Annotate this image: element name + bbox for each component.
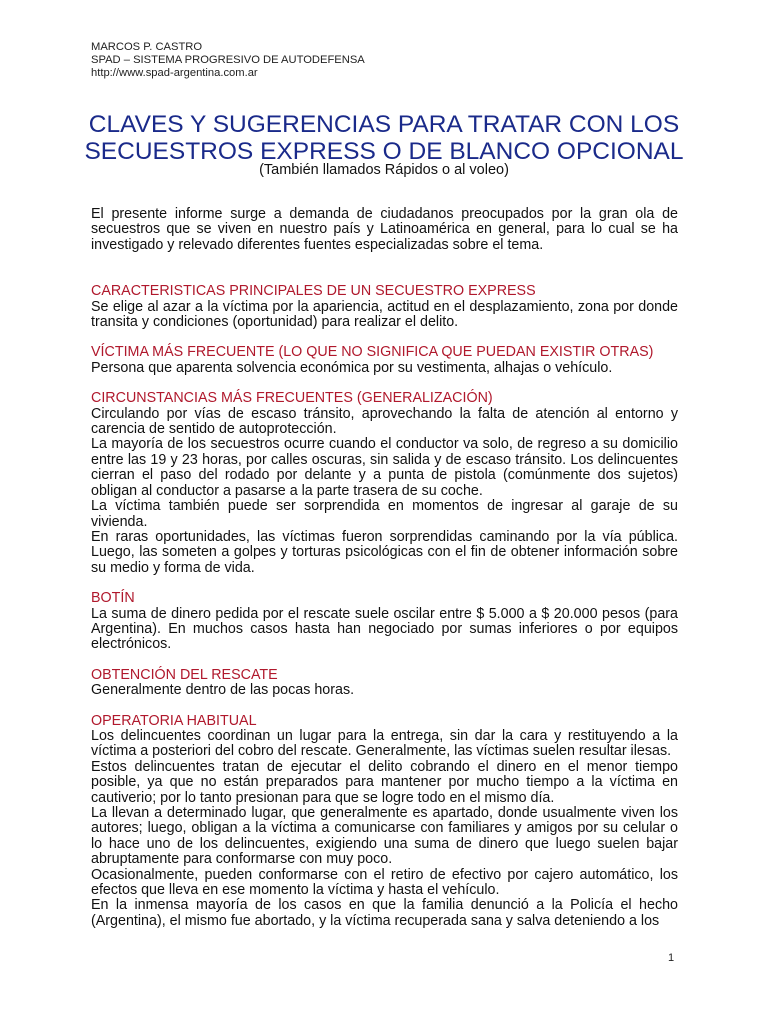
section-paragraph: Los delincuentes coordinan un lugar para la entrega, sin dar la cara y restituyendo a la víctima a posteriori del cobro del rescate. Generalmente, las víctimas suelen resultar ilesas. <box>91 727 678 760</box>
section-paragraph: En la inmensa mayoría de los casos en que la familia denunció a la Policía el hecho (Argentina), el mismo fue abortado, y la víctima recuperada sana y salva deteniendo a los <box>91 897 678 929</box>
page-number: 1 <box>668 952 675 964</box>
section-paragraph: Circulando por vías de escaso tránsito, aprovechando la falta de atención al entorno y carencia de sentido de autoprotección. <box>91 405 678 438</box>
section-heading: OBTENCIÓN DEL RESCATE <box>91 666 278 683</box>
section-paragraph: Se elige al azar a la víctima por la apariencia, actitud en el desplazamiento, zona por donde transita y condiciones (oportunidad) para realizar el delito. <box>91 298 678 331</box>
section-paragraph: Estos delincuentes tratan de ejecutar el delito cobrando el dinero en el menor tiempo posible, ya que no están preparados para mantener por mucho tiempo a la víctima en cautiverio; por lo tanto presionan para que se logre todo en el mismo día. <box>91 758 678 806</box>
section-heading: VÍCTIMA MÁS FRECUENTE (LO QUE NO SIGNIFICA QUE PUEDAN EXISTIR OTRAS) <box>91 344 654 361</box>
document-body <box>91 207 678 944</box>
section-paragraph: La suma de dinero pedida por el rescate suele oscilar entre $ 5.000 a $ 20.000 pesos (para Argentina). En muchos casos hasta han negociado por sumas inferiores o por equipos electrónicos. <box>91 605 678 653</box>
title-line-1: CLAVES Y SUGERENCIAS PARA TRATAR CON LOS <box>88 111 680 138</box>
section-paragraph: La víctima también puede ser sorprendida en momentos de ingresar al garaje de su vivienda. <box>91 498 678 530</box>
section-paragraph: Generalmente dentro de las pocas horas. <box>91 682 355 699</box>
document-title <box>60 111 708 165</box>
section-paragraph: La mayoría de los secuestros ocurre cuando el conductor va solo, de regreso a su domicilio entre las 19 y 23 horas, por calles oscuras, sin salida y de escaso tránsito. Los delincuentes cierran el paso del rodado por delante y a punta de pistola (comúnmente dos sujetos) obligan al conductor a pasarse a la parte trasera de su coche. <box>91 436 678 499</box>
document-subtitle: (También llamados Rápidos o al voleo) <box>259 162 509 178</box>
section-operation <box>91 714 678 930</box>
section-heading: CIRCUNSTANCIAS MÁS FRECUENTES (GENERALIZACIÓN) <box>91 390 493 407</box>
author-block <box>91 41 365 80</box>
section-loot <box>91 591 678 653</box>
section-heading: CARACTERISTICAS PRINCIPALES DE UN SECUESTRO EXPRESS <box>91 283 536 300</box>
section-paragraph: Ocasionalmente, pueden conformarse con el retiro de efectivo por cajero automático, los efectos que lleva en ese momento la víctima y hasta el vehículo. <box>91 866 678 899</box>
organization-name: SPAD – SISTEMA PROGRESIVO DE AUTODEFENSA <box>91 54 365 66</box>
title-line-2: SECUESTROS EXPRESS O DE BLANCO OPCIONAL <box>84 138 684 165</box>
section-heading: BOTÍN <box>91 590 135 607</box>
section-paragraph: Persona que aparenta solvencia económica por su vestimenta, alhajas o vehículo. <box>91 359 613 376</box>
section-victim <box>91 345 678 376</box>
section-circumstances <box>91 391 678 576</box>
author-name: MARCOS P. CASTRO <box>91 41 203 53</box>
section-characteristics <box>91 284 678 330</box>
intro-paragraph: El presente informe surge a demanda de ciudadanos preocupados por la gran ola de secuestros que se viven en nuestro país y Latinoamérica en general, para lo cual se ha investigado y relevado diferentes fuentes especializadas sobre el tema. <box>91 206 678 253</box>
section-paragraph: La llevan a determinado lugar, que generalmente es apartado, donde usualmente viven los autores; luego, obligan a la víctima a comunicarse con familiares y amigos por su celular o lo hace uno de los delincuentes, exigiendo una suma de dinero que luego suelen bajar abruptamente para conformarse con muy poco. <box>91 805 678 868</box>
section-ransom <box>91 668 678 699</box>
website-url: http://www.spad-argentina.com.ar <box>91 67 258 79</box>
section-paragraph: En raras oportunidades, las víctimas fueron sorprendidas caminando por la vía pública. Luego, las someten a golpes y torturas psicológicas con el fin de obtener información sobre su medio y forma de vida. <box>91 528 678 576</box>
section-heading: OPERATORIA HABITUAL <box>91 712 257 729</box>
